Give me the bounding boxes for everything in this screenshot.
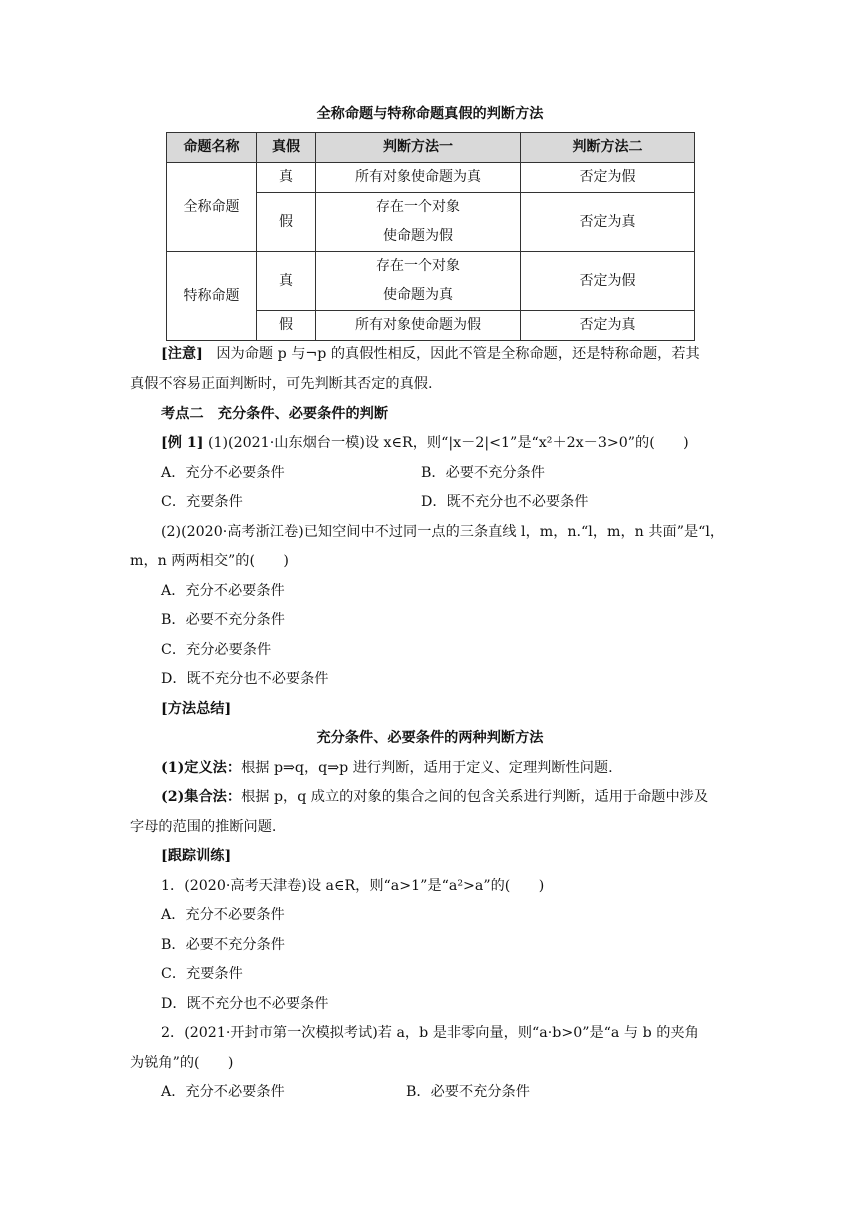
- method-label: (1)定义法：: [161, 760, 242, 776]
- method-1: [161, 758, 771, 778]
- method1-cell: [316, 163, 521, 193]
- option: C．充要条件: [161, 494, 243, 510]
- table-row: [167, 163, 695, 193]
- option: A．充分不必要条件: [161, 465, 285, 481]
- question-text: (1)(2021·山东烟台一模)设 x∈R，则“|x－2|<1”是“x²＋2x－3>0”的( ): [207, 435, 689, 451]
- option-row: [161, 492, 771, 512]
- note-text: 因为命题 p 与¬p 的真假性相反，因此不管是全称命题，还是特称命题，若其: [216, 346, 700, 362]
- example-label: [例 1]: [161, 435, 204, 451]
- method-2-continued: 字母的范围的推断问题.: [130, 819, 277, 835]
- proposition-table: [166, 132, 695, 341]
- option: D．既不充分也不必要条件: [161, 671, 329, 687]
- table-row: [167, 252, 695, 311]
- method2-cell: 否定为真: [521, 193, 695, 252]
- practice-label: [跟踪训练]: [161, 848, 232, 864]
- summary-title: 充分条件、必要条件的两种判断方法: [316, 730, 544, 746]
- method1-text: 所有对象使命题为假: [355, 317, 481, 333]
- method1-text: 使命题为假: [383, 228, 453, 244]
- option: C．充要条件: [161, 966, 243, 982]
- option: D．既不充分也不必要条件: [421, 494, 589, 510]
- table-title: 全称命题与特称命题真假的判断方法: [316, 106, 544, 122]
- option-row: [161, 1082, 771, 1102]
- practice-question-2-line-2: 为锐角”的( ): [130, 1055, 234, 1071]
- question-2-line-2: m，n 两两相交”的( ): [130, 553, 289, 569]
- option: B．必要不充分条件: [161, 612, 285, 628]
- option: A．充分不必要条件: [161, 1084, 285, 1100]
- header-cell: 命题名称: [167, 133, 257, 163]
- method1-cell: [316, 193, 521, 252]
- method2-cell: 否定为真: [521, 311, 695, 341]
- truth-cell: 真: [257, 252, 316, 311]
- note-label: [注意]: [161, 346, 203, 362]
- method1-text: 使命题为真: [383, 287, 453, 303]
- option: B．必要不充分条件: [161, 937, 285, 953]
- option: D．既不充分也不必要条件: [161, 996, 329, 1012]
- method-2: [161, 787, 771, 807]
- note-line: [161, 344, 771, 364]
- option: A．充分不必要条件: [161, 583, 285, 599]
- header-cell: 判断方法二: [521, 133, 695, 163]
- method1-text: 所有对象使命题为真: [355, 169, 481, 185]
- option: B．必要不充分条件: [406, 1084, 530, 1100]
- method-text: 根据 p，q 成立的对象的集合之间的包含关系进行判断，适用于命题中涉及: [241, 789, 709, 805]
- practice-question-1: 1．(2020·高考天津卷)设 a∈R，则“a>1”是“a²>a”的( ): [161, 878, 545, 894]
- truth-cell: 假: [257, 193, 316, 252]
- method2-cell: 否定为假: [521, 252, 695, 311]
- method-text: 根据 p⇒q，q⇒p 进行判断，适用于定义、定理判断性问题.: [241, 760, 613, 776]
- method1-text: 存在一个对象: [376, 199, 460, 215]
- option: B．必要不充分条件: [421, 465, 545, 481]
- question-2-line-1: (2)(2020·高考浙江卷)已知空间中不过同一点的三条直线 l，m，n.“l，m，n 共面”是“l，: [161, 524, 725, 540]
- truth-cell: 假: [257, 311, 316, 341]
- header-cell: 真假: [257, 133, 316, 163]
- header-cell: 判断方法一: [316, 133, 521, 163]
- section-title: 考点二 充分条件、必要条件的判断: [161, 406, 389, 422]
- summary-label: [方法总结]: [161, 701, 232, 717]
- group-name: 全称命题: [167, 163, 257, 252]
- option: C．充分必要条件: [161, 642, 272, 658]
- method1-cell: [316, 252, 521, 311]
- group-name: 特称命题: [167, 252, 257, 341]
- example-question-1: [161, 433, 771, 453]
- method-label: (2)集合法：: [161, 789, 242, 805]
- table-header-row: [167, 133, 695, 163]
- method1-cell: [316, 311, 521, 341]
- truth-cell: 真: [257, 163, 316, 193]
- practice-question-2-line-1: 2．(2021·开封市第一次模拟考试)若 a，b 是非零向量，则“a·b>0”是“a 与 b 的夹角: [161, 1025, 699, 1041]
- method1-text: 存在一个对象: [376, 258, 460, 274]
- method2-cell: 否定为假: [521, 163, 695, 193]
- option-row: [161, 463, 771, 483]
- note-line-2: 真假不容易正面判断时，可先判断其否定的真假.: [130, 376, 433, 392]
- option: A．充分不必要条件: [161, 907, 285, 923]
